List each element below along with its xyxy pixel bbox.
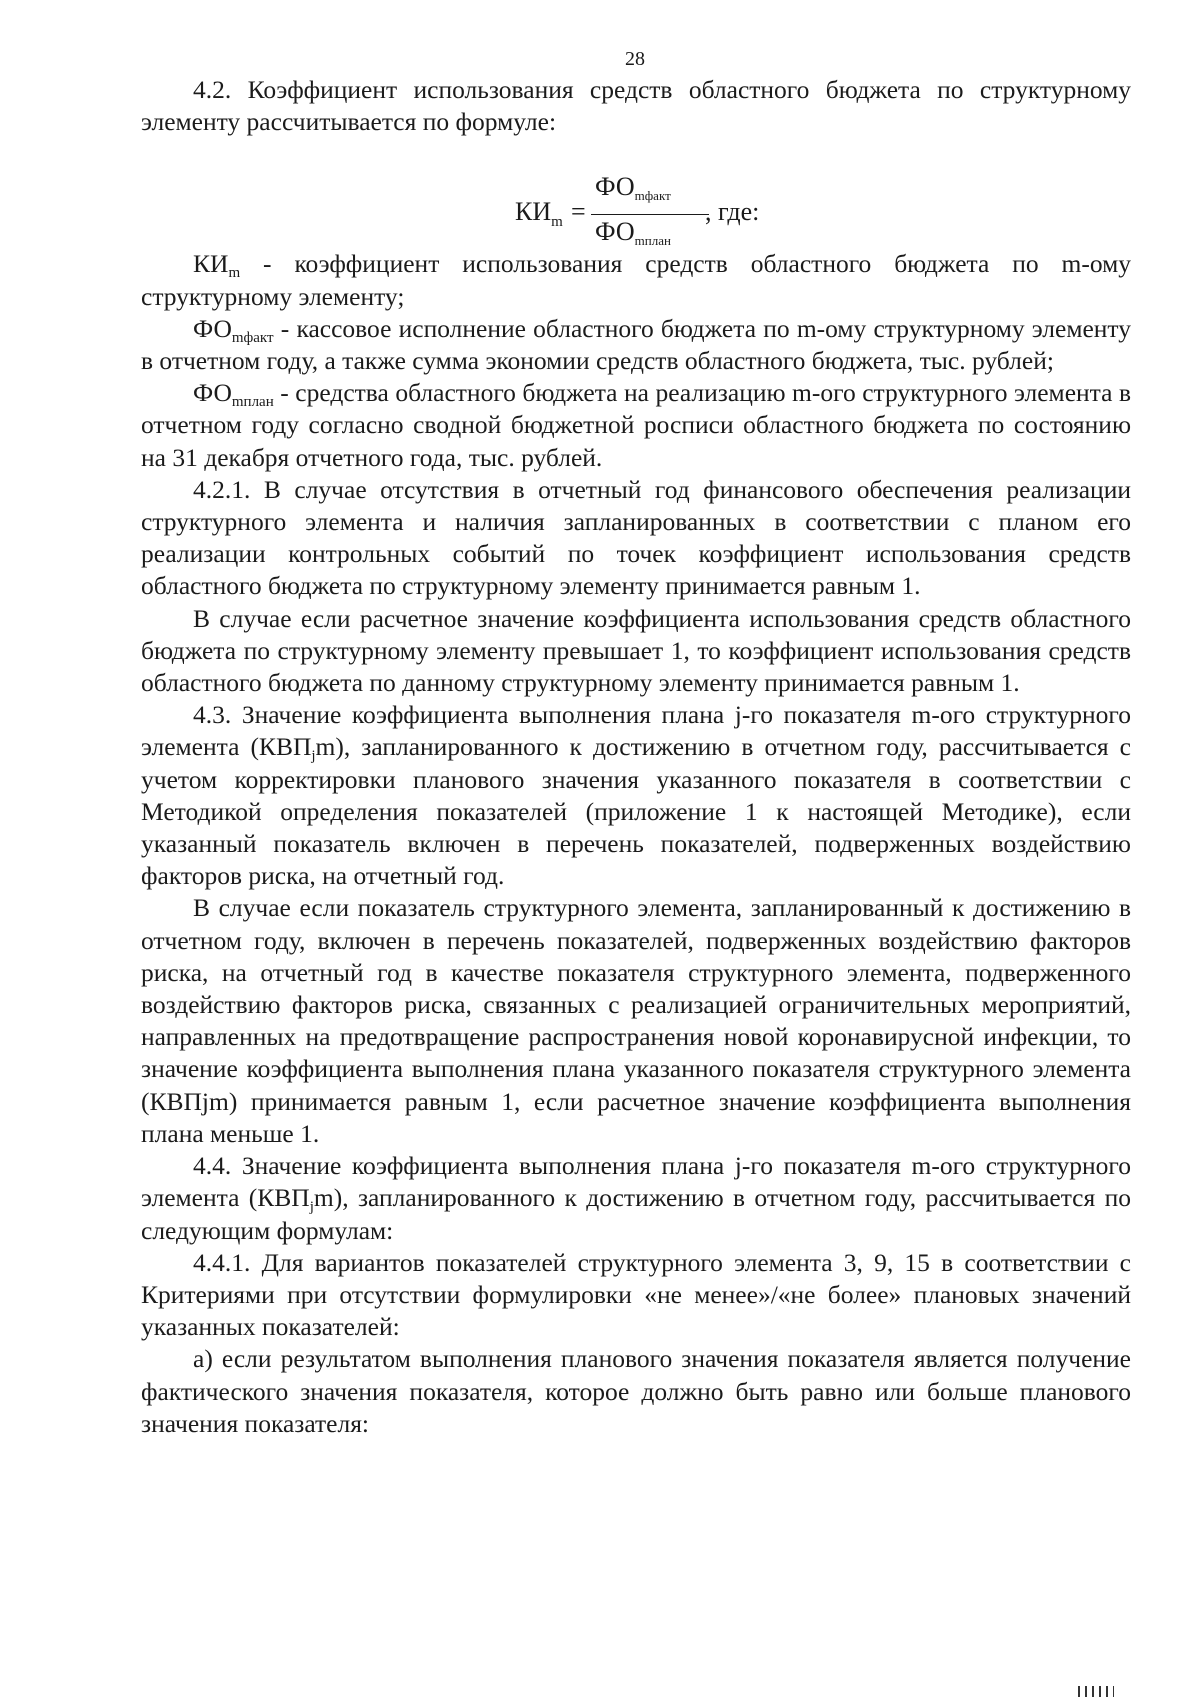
paragraph-4-2: 4.2. Коэффициент использования средств областного бюджета по структурному элементу рассчитывается по формуле: xyxy=(141,75,1131,137)
formula-numerator: ФОmфакт xyxy=(595,172,671,203)
paragraph-4-2-1: 4.2.1. В случае отсутствия в отчетный год финансового обеспечения реализации структурного элемента и наличия запланированных в соответствии с планом его реализации контрольных событий по точек коэффициент использования средств областного бюджета по структурному элементу принимается равным 1. xyxy=(141,474,1131,601)
formula-where: , где: xyxy=(705,197,760,226)
paragraph-fo-plan-definition: $ФО_{mплан}$ - средства областного бюджета на реализацию m-ого структурного элемента в отчетном году согласно сводной бюджетной росписи областного бюджета по состоянию на 31 декабря отчетного года, тыс. рублей. xyxy=(141,378,1131,472)
paragraph-4-2-1-cont: В случае если расчетное значение коэффициента использования средств областного бюджета по структурному элементу превышает 1, то коэффициент использования средств областного бюджета по данному структурному элементу принимается равным 1. xyxy=(141,603,1131,698)
paragraph-fo-fact-definition: $ФО_{mфакт}$ - кассовое исполнение областного бюджета по m-ому структурному элементу в отчетном году, а также сумма экономии средств областного бюджета, тыс. рублей; xyxy=(141,313,1131,376)
paragraph-4-3-cont: В случае если показатель структурного элемента, запланированный к достижению в отчетном году, включен в перечень показателей, подверженных воздействию факторов риска, на отчетный год в качестве показателя структурного элемента, подверженного воздействию факторов риска, связанных с реализацией ограничительных мероприятий, направленных на предотвращение распространения новой коронавирусной инфекции, то значение коэффициента выполнения плана указанного показателя структурного элемента (КВПjm) принимается равным 1, если расчетное значение коэффициента выполнения плана меньше 1. xyxy=(141,893,1131,1148)
formula-lhs: $КИ_m$ xyxy=(515,197,563,230)
scan-mark xyxy=(1078,1686,1114,1697)
paragraph-4-4-1: 4.4.1. Для вариантов показателей структурного элемента 3, 9, 15 в соответствии с Критериями при отсутствии формулировки «не менее»/«не более» плановых значений указанных показателей: xyxy=(141,1247,1131,1342)
paragraph-kim-definition: $КИ_m$ - коэффициент использования средств областного бюджета по m-ому структурному элементу; xyxy=(141,249,1131,311)
paragraph-item-a: а) если результатом выполнения планового значения показателя является получение фактического значения показателя, которое должно быть равно или больше планового значения показателя: xyxy=(141,1344,1131,1438)
page-number: 28 xyxy=(625,48,645,70)
formula-denominator: ФОmплан xyxy=(595,217,671,248)
paragraph-4-4: 4.4. Значение коэффициента выполнения плана j-го показателя m-ого структурного элемента $(КВП_jm)$, запланированного к достижению в отчетном году, рассчитывается по следующим формулам: xyxy=(141,1151,1131,1245)
body-text xyxy=(141,74,1131,1440)
formula-equals: = xyxy=(571,197,586,226)
paragraph-4-3: 4.3. Значение коэффициента выполнения плана j-го показателя m-ого структурного элемента $(КВП_jm)$, запланированного к достижению в отчетном году, рассчитывается с учетом корректировки планового значения указанного показателя в соответствии с Методикой определения показателей (приложение 1 к настоящей Методике), если указанный показатель включен в перечень показателей, подверженных воздействию факторов риска, на отчетный год. xyxy=(141,700,1131,891)
